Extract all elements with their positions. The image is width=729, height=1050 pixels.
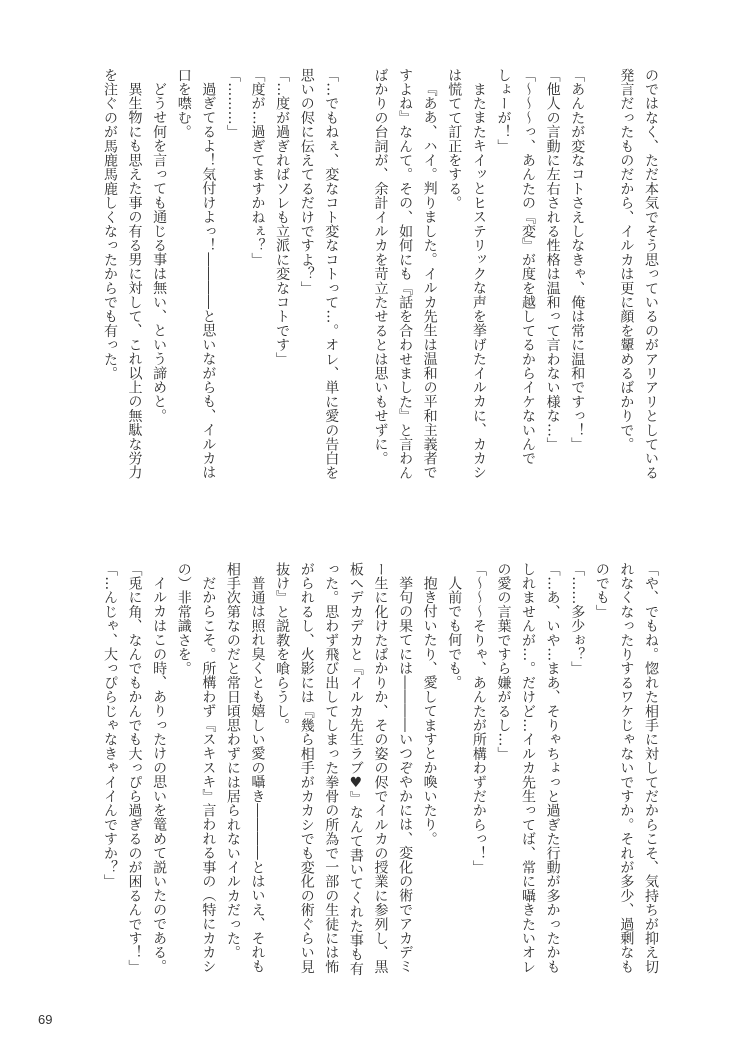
text-line: ばかりの台詞が、余計イルカを苛立たせるとは思いもせずに。 bbox=[372, 68, 389, 466]
text-line: 普通は照れ臭くとも嬉しい愛の囁き――――とはいえ、それも bbox=[249, 576, 266, 974]
text-line: 「…度が過ぎればソレも立派に変なコトです」 bbox=[274, 68, 291, 367]
text-line: イルカはこの時、ありったけの思いを篭めて説いたのである。 bbox=[151, 576, 168, 974]
text-line: 「〜〜〜そりゃ、あんたが所構わずだからっ！」 bbox=[470, 562, 487, 875]
text-line: しょーが！」 bbox=[495, 68, 512, 154]
text-line: 「…んじゃ、大っぴらじゃなきゃイイんですか？」 bbox=[101, 562, 118, 889]
text-line: またまたキイッとヒステリックな声を挙げたイルカに、カカシ bbox=[470, 82, 487, 480]
text-line: 抜け』と説教を喰らうし。 bbox=[274, 562, 291, 733]
text-line: 抱き付いたり、愛してますとか喚いたり。 bbox=[421, 576, 438, 846]
text-line: のではなく、ただ本気でそう思っているのがアリアリとしている bbox=[643, 68, 659, 480]
text-line: を注ぐのが馬鹿馬鹿しくなったからでも有った。 bbox=[101, 68, 118, 381]
text-line: 板へデカデカと『イルカ先生ラブ♥』なんて書いてくれた事も有 bbox=[347, 562, 364, 976]
text-line: った。思わず飛び出してしまった拳骨の所為で一部の生徒には怖 bbox=[323, 562, 340, 974]
text-block-bottom bbox=[88, 562, 663, 1002]
text-line: は慌てて訂正をする。 bbox=[446, 68, 463, 210]
text-line: れなくなったりするワケじゃないですか。それが多少、過剰なも bbox=[618, 562, 635, 974]
text-line: 口を噤む。 bbox=[175, 68, 192, 139]
text-line: 相手次第なのだと常日頃思わずには居られないイルカだった。 bbox=[224, 562, 241, 960]
text-line: のでも」 bbox=[593, 562, 610, 619]
text-line: どうせ何を言っても通じる事は無い、という諦めと。 bbox=[151, 82, 168, 423]
text-line: 異生物にも思えた事の有る男に対して、これ以上の無駄な労力 bbox=[126, 82, 143, 480]
text-line: 過ぎてるよ！気付けよっ！――――と思いながらも、イルカは bbox=[200, 82, 217, 480]
text-line: すよね』なんて。その、如何にも『話を合わせました』と言わん bbox=[397, 68, 414, 480]
text-line: しれませんが…。だけど…イルカ先生ってば、常に囁きたいオレ bbox=[520, 562, 537, 974]
text-line: 「〜〜〜っ、あんたの『変』が度を越してるからイケないんで bbox=[520, 68, 537, 466]
text-line: の愛の言葉ですら嫌がるし…」 bbox=[495, 562, 512, 761]
text-line: 「……多少ぉ？」 bbox=[569, 562, 586, 676]
text-line: 「…でもねぇ、変なコト変なコトって…。オレ、単に愛の告白を bbox=[323, 68, 340, 480]
text-line: 「度が…過ぎてますかねぇ？」 bbox=[249, 68, 266, 267]
text-line: 「…あ、いや…まあ、そりゃちょっと過ぎた行動が多かったかも bbox=[544, 562, 561, 974]
text-line: がられるし、火影には『幾ら相手がカカシでも変化の術ぐらい見 bbox=[298, 562, 315, 974]
blank-line bbox=[589, 68, 614, 508]
text-line: だからこそ。所構わず『スキスキ』言われる事の（特にカカシ bbox=[200, 576, 217, 974]
text-line: 思いの侭に伝えてるだけですよ？」 bbox=[298, 68, 315, 296]
text-line: 「や、でもね。惚れた相手に対してだからこそ、気持ちが抑え切 bbox=[643, 562, 659, 974]
page-number: 69 bbox=[38, 1012, 53, 1027]
text-block-top bbox=[88, 68, 663, 508]
text-line: 人前でも何でも。 bbox=[446, 576, 463, 690]
text-line: 「他人の言動に左右される性格は温和って言わない様な…」 bbox=[544, 68, 561, 452]
text-line: の）非常識さを。 bbox=[175, 562, 192, 676]
text-line: 発言だったものだから、イルカは更に顔を顰めるばかりで。 bbox=[618, 68, 635, 452]
text-line: ー生に化けたばかりか、その姿の侭でイルカの授業に参列し、黒 bbox=[372, 562, 389, 974]
text-line: 「あんたが変なコトさえしなきゃ、俺は常に温和ですっ！」 bbox=[569, 68, 586, 452]
text-line: 「兎に角、なんでもかんでも大っぴら過ぎるのが困るんです！」 bbox=[126, 562, 143, 974]
text-line: 挙句の果てには――――いつぞやかには、変化の術でアカデミ bbox=[397, 576, 414, 974]
blank-line bbox=[343, 68, 368, 508]
text-line: 「………」 bbox=[224, 68, 241, 139]
text-line: 『ああ、ハイ。判りました。イルカ先生は温和の平和主義者で bbox=[421, 82, 438, 480]
